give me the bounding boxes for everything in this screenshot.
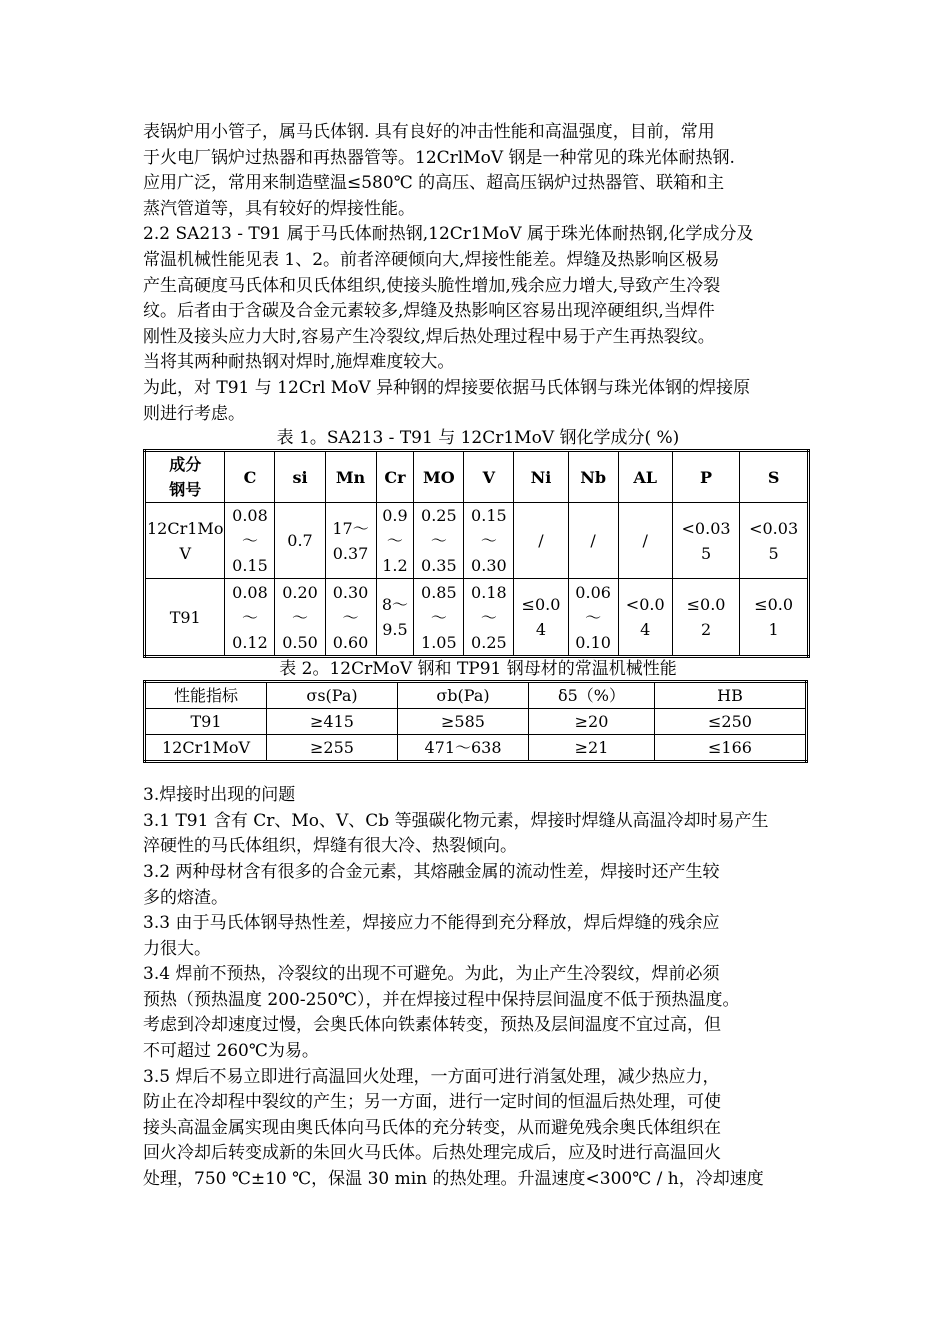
value-cell: 0.08 ～ 0.15	[225, 503, 275, 579]
table2-caption: 表 2。12CrMoV 钢和 TP91 钢母材的常温机械性能	[279, 659, 677, 680]
text-line: 3.4 焊前不预热，冷裂纹的出现不可避免。为此，为止产生冷裂纹，焊前必须	[143, 964, 720, 985]
header-cell: V	[464, 451, 514, 503]
text-line: 刚性及接头应力大时,容易产生冷裂纹,焊后热处理过程中易于产生再热裂纹。	[143, 326, 715, 347]
value-cell: 17～ 0.37	[325, 503, 376, 579]
text-line: 2.2 SA213 - T91 属于马氏体耐热钢,12Cr1MoV 属于珠光体耐热钢,化学成分及	[143, 224, 754, 245]
text-line: 应用广泛，常用来制造壁温≤580℃ 的高压、超高压锅炉过热器管、联箱和主	[143, 173, 725, 194]
document-page	[143, 120, 813, 1193]
value-cell: ≤166	[655, 735, 807, 762]
value-cell: <0.03 5	[740, 503, 809, 579]
text-line: 回火冷却后转变成新的朱回火马氏体。后热处理完成后，应及时进行高温回火	[143, 1143, 721, 1164]
table-row	[145, 503, 809, 579]
text-line: 表锅炉用小管子，属马氏体钢. 具有良好的冲击性能和高温强度，目前，常用	[143, 122, 715, 142]
text-line: 3.5 焊后不易立即进行高温回火处理，一方面可进行消氢处理，减少热应力，	[143, 1066, 720, 1087]
value-cell: 0.18 ～ 0.25	[464, 579, 514, 657]
value-cell: ≤0.0 2	[672, 579, 739, 657]
header-cell: AL	[618, 451, 672, 503]
text-line: 不可超过 260℃为易。	[143, 1041, 319, 1062]
value-cell: 0.20 ～ 0.50	[275, 579, 325, 657]
mechanical-properties-table	[143, 680, 808, 763]
value-cell: ≤250	[655, 709, 807, 735]
value-cell: 0.08 ～ 0.12	[225, 579, 275, 657]
value-cell: /	[568, 503, 618, 579]
text-line: 于火电厂锅炉过热器和再热器管等。12CrlMoV 钢是一种常见的珠光体耐热钢.	[143, 147, 735, 168]
value-cell: ≥20	[529, 709, 655, 735]
row-name-cell: T91	[145, 579, 225, 657]
value-cell: ≥415	[267, 709, 398, 735]
text-line: 为此，对 T91 与 12Crl MoV 异种钢的焊接要依据马氏体钢与珠光体钢的焊接原	[143, 377, 751, 398]
header-cell: 性能指标	[145, 682, 267, 709]
text-line: 3.3 由于马氏体钢导热性差，焊接应力不能得到充分释放，焊后焊缝的残余应	[143, 913, 720, 934]
text-line: 多的熔渣。	[143, 887, 228, 908]
header-cell: MO	[414, 451, 464, 503]
value-cell: ≥255	[267, 735, 398, 762]
header-cell: si	[275, 451, 325, 503]
intro-paragraph	[143, 120, 813, 222]
value-cell: 0.15 ～ 0.30	[464, 503, 514, 579]
text-line: 力很大。	[143, 938, 211, 959]
table-row	[145, 579, 809, 657]
row-name-cell: 12Cr1Mo V	[145, 503, 225, 579]
value-cell: ≤0.0 1	[740, 579, 809, 657]
table-row	[145, 709, 807, 735]
section-3	[143, 783, 813, 1193]
header-cell: Cr	[376, 451, 414, 503]
value-cell: 0.7	[275, 503, 325, 579]
value-cell: ≥21	[529, 735, 655, 762]
text-line: 3.2 两种母材含有很多的合金元素，其熔融金属的流动性差，焊接时还产生较	[143, 861, 720, 882]
header-cell: P	[672, 451, 739, 503]
value-cell: 0.30 ～ 0.60	[325, 579, 376, 657]
value-cell: 0.85 ～ 1.05	[414, 579, 464, 657]
section-2-2	[143, 222, 813, 427]
text-line: 蒸汽管道等，具有较好的焊接性能。	[143, 198, 415, 219]
value-cell: ≤0.0 4	[514, 579, 568, 657]
table1-caption: 表 1。SA213 - T91 与 12Cr1MoV 钢化学成分( %)	[276, 428, 680, 449]
chemical-composition-table	[143, 449, 810, 658]
value-cell: 8～ 9.5	[376, 579, 414, 657]
value-cell: 0.9 ～ 1.2	[376, 503, 414, 579]
header-cell: HB	[655, 682, 807, 709]
text-line: 则进行考虑。	[143, 403, 245, 424]
text-line: 接头高温金属实现由奥氏体向马氏体的充分转变，从而避免残余奥氏体组织在	[143, 1117, 721, 1138]
value-cell: <0.0 4	[618, 579, 672, 657]
value-cell: 12Cr1MoV	[145, 735, 267, 762]
table-row	[145, 735, 807, 762]
text-line: 预热（预热温度 200-250℃），并在焊接过程中保持层间温度不低于预热温度。	[143, 989, 740, 1010]
value-cell: /	[514, 503, 568, 579]
header-cell: Ni	[514, 451, 568, 503]
header-cell: S	[740, 451, 809, 503]
text-line: 处理，750 ℃±10 ℃，保温 30 min 的热处理。升温速度<300℃ / h，冷却速度	[143, 1169, 764, 1190]
header-cell: σb(Pa)	[398, 682, 529, 709]
value-cell: <0.03 5	[672, 503, 739, 579]
section-heading: 3.焊接时出现的问题	[143, 785, 296, 806]
value-cell: 471～638	[398, 735, 529, 762]
table-header-row	[145, 451, 809, 503]
header-cell: Nb	[568, 451, 618, 503]
text-line: 考虑到冷却速度过慢，会奥氏体向铁素体转变，预热及层间温度不宜过高，但	[143, 1015, 721, 1036]
value-cell: T91	[145, 709, 267, 735]
header-cell: C	[225, 451, 275, 503]
header-cell: Mn	[325, 451, 376, 503]
value-cell: /	[618, 503, 672, 579]
text-line: 纹。后者由于含碳及合金元素较多,焊缝及热影响区容易出现淬硬组织,当焊件	[143, 301, 715, 322]
text-line: 产生高硬度马氏体和贝氏体组织,使接头脆性增加,残余应力增大,导致产生冷裂	[143, 275, 721, 296]
text-line: 防止在冷却程中裂纹的产生；另一方面，进行一定时间的恒温后热处理，可使	[143, 1092, 721, 1113]
text-line: 3.1 T91 含有 Cr、Mo、V、Cb 等强碳化物元素，焊接时焊缝从高温冷却时易产生	[143, 810, 769, 831]
value-cell: 0.25 ～ 0.35	[414, 503, 464, 579]
value-cell: ≥585	[398, 709, 529, 735]
corner-header-cell: 成分 钢号	[145, 451, 225, 503]
header-cell: σs(Pa)	[267, 682, 398, 709]
text-line: 淬硬性的马氏体组织，焊缝有很大冷、热裂倾向。	[143, 836, 517, 857]
text-line: 常温机械性能见表 1、2。前者淬硬倾向大,焊接性能差。焊缝及热影响区极易	[143, 249, 720, 270]
text-line: 当将其两种耐热钢对焊时,施焊难度较大。	[143, 352, 455, 373]
value-cell: 0.06 ～ 0.10	[568, 579, 618, 657]
table-header-row	[145, 682, 807, 709]
header-cell: δ5（%）	[529, 682, 655, 709]
